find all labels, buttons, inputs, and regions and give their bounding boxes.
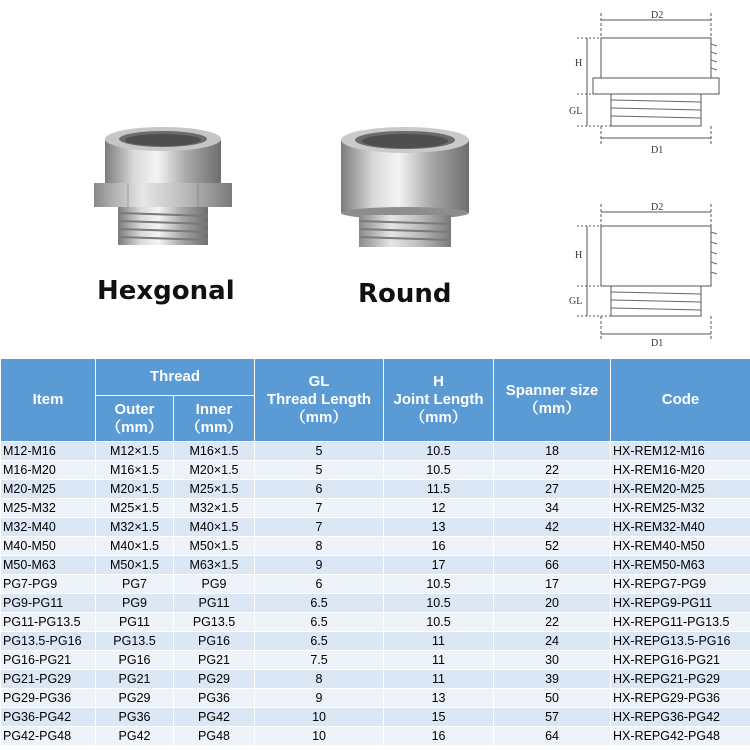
table-row bbox=[1, 594, 750, 613]
product-caption: Hexgonal bbox=[97, 276, 235, 306]
outer-thread-cell: M12×1.5 bbox=[96, 442, 174, 461]
item-cell: PG21-PG29 bbox=[1, 670, 96, 689]
spanner-size-cell: 39 bbox=[494, 670, 611, 689]
code-cell: HX-REM25-M32 bbox=[611, 499, 750, 518]
table-row bbox=[1, 575, 750, 594]
table-row bbox=[1, 632, 750, 651]
spanner-size-cell: 18 bbox=[494, 442, 611, 461]
code-cell: HX-REPG11-PG13.5 bbox=[611, 613, 750, 632]
header-outer-unit: （mm） bbox=[106, 418, 163, 436]
table-row bbox=[1, 689, 750, 708]
item-cell: M16-M20 bbox=[1, 461, 96, 480]
thread-length-cell: 8 bbox=[255, 670, 384, 689]
header-gl-line2: Thread Length bbox=[266, 391, 372, 408]
code-cell: HX-REPG9-PG11 bbox=[611, 594, 750, 613]
spanner-size-cell: 66 bbox=[494, 556, 611, 575]
spanner-size-cell: 22 bbox=[494, 613, 611, 632]
header-h-unit: （mm） bbox=[410, 409, 467, 426]
joint-length-cell: 10.5 bbox=[384, 613, 494, 632]
header-h bbox=[384, 359, 494, 442]
outer-thread-cell: PG16 bbox=[96, 651, 174, 670]
joint-length-cell: 11.5 bbox=[384, 480, 494, 499]
spanner-size-cell: 64 bbox=[494, 727, 611, 746]
spanner-size-cell: 57 bbox=[494, 708, 611, 727]
h-label: H bbox=[575, 58, 583, 69]
outer-thread-cell: PG42 bbox=[96, 727, 174, 746]
header-inner-line1: Inner bbox=[195, 400, 233, 418]
inner-thread-cell: PG48 bbox=[174, 727, 255, 746]
spanner-size-cell: 34 bbox=[494, 499, 611, 518]
hexagonal-reducer-photo bbox=[88, 125, 238, 250]
item-cell: PG36-PG42 bbox=[1, 708, 96, 727]
joint-length-cell: 13 bbox=[384, 518, 494, 537]
item-cell: M12-M16 bbox=[1, 442, 96, 461]
thread-length-cell: 7 bbox=[255, 518, 384, 537]
code-cell: HX-REPG42-PG48 bbox=[611, 727, 750, 746]
joint-length-cell: 16 bbox=[384, 727, 494, 746]
code-cell: HX-REM32-M40 bbox=[611, 518, 750, 537]
header-inner bbox=[174, 396, 255, 442]
inner-thread-cell: PG29 bbox=[174, 670, 255, 689]
spec-table-body bbox=[1, 442, 750, 746]
item-cell: PG16-PG21 bbox=[1, 651, 96, 670]
thread-length-cell: 6.5 bbox=[255, 613, 384, 632]
hexagonal-dimension-drawing bbox=[565, 8, 735, 163]
item-cell: M40-M50 bbox=[1, 537, 96, 556]
table-row bbox=[1, 651, 750, 670]
thread-length-cell: 7.5 bbox=[255, 651, 384, 670]
inner-thread-cell: M32×1.5 bbox=[174, 499, 255, 518]
table-row bbox=[1, 537, 750, 556]
table-row bbox=[1, 461, 750, 480]
table-row bbox=[1, 499, 750, 518]
spanner-size-cell: 30 bbox=[494, 651, 611, 670]
table-row bbox=[1, 556, 750, 575]
thread-length-cell: 10 bbox=[255, 727, 384, 746]
code-cell: HX-REPG13.5-PG16 bbox=[611, 632, 750, 651]
code-cell: HX-REM40-M50 bbox=[611, 537, 750, 556]
code-cell: HX-REPG7-PG9 bbox=[611, 575, 750, 594]
product-caption: Round bbox=[358, 279, 452, 309]
thread-length-cell: 7 bbox=[255, 499, 384, 518]
spanner-size-cell: 50 bbox=[494, 689, 611, 708]
joint-length-cell: 10.5 bbox=[384, 575, 494, 594]
header-spanner bbox=[494, 359, 611, 442]
code-cell: HX-REPG16-PG21 bbox=[611, 651, 750, 670]
header-gl-line1: GL bbox=[308, 373, 330, 390]
thread-length-cell: 10 bbox=[255, 708, 384, 727]
header-item: Item bbox=[1, 359, 96, 442]
header-thread: Thread bbox=[96, 359, 255, 396]
code-cell: HX-REM16-M20 bbox=[611, 461, 750, 480]
item-cell: M20-M25 bbox=[1, 480, 96, 499]
joint-length-cell: 11 bbox=[384, 670, 494, 689]
outer-thread-cell: M40×1.5 bbox=[96, 537, 174, 556]
item-cell: PG9-PG11 bbox=[1, 594, 96, 613]
h-label: H bbox=[575, 250, 583, 261]
table-row bbox=[1, 613, 750, 632]
header-code: Code bbox=[611, 359, 750, 442]
outer-thread-cell: PG21 bbox=[96, 670, 174, 689]
thread-length-cell: 9 bbox=[255, 689, 384, 708]
outer-thread-cell: M16×1.5 bbox=[96, 461, 174, 480]
table-row bbox=[1, 670, 750, 689]
round-reducer-photo bbox=[335, 125, 475, 250]
item-cell: PG29-PG36 bbox=[1, 689, 96, 708]
inner-thread-cell: PG11 bbox=[174, 594, 255, 613]
outer-thread-cell: M25×1.5 bbox=[96, 499, 174, 518]
table-row bbox=[1, 480, 750, 499]
code-cell: HX-REPG21-PG29 bbox=[611, 670, 750, 689]
item-cell: M25-M32 bbox=[1, 499, 96, 518]
code-cell: HX-REPG36-PG42 bbox=[611, 708, 750, 727]
header-spanner-unit: （mm） bbox=[523, 400, 581, 417]
joint-length-cell: 13 bbox=[384, 689, 494, 708]
joint-length-cell: 10.5 bbox=[384, 442, 494, 461]
code-cell: HX-REM20-M25 bbox=[611, 480, 750, 499]
table-row bbox=[1, 442, 750, 461]
outer-thread-cell: M20×1.5 bbox=[96, 480, 174, 499]
inner-thread-cell: M63×1.5 bbox=[174, 556, 255, 575]
inner-thread-cell: PG9 bbox=[174, 575, 255, 594]
joint-length-cell: 10.5 bbox=[384, 594, 494, 613]
inner-thread-cell: PG13.5 bbox=[174, 613, 255, 632]
spanner-size-cell: 24 bbox=[494, 632, 611, 651]
gl-label: GL bbox=[569, 296, 583, 307]
header-outer bbox=[96, 396, 174, 442]
header-inner-unit: （mm） bbox=[185, 418, 243, 436]
d1-label: D1 bbox=[651, 338, 664, 348]
d1-label: D1 bbox=[651, 145, 664, 156]
joint-length-cell: 12 bbox=[384, 499, 494, 518]
outer-thread-cell: PG36 bbox=[96, 708, 174, 727]
item-cell: M32-M40 bbox=[1, 518, 96, 537]
joint-length-cell: 16 bbox=[384, 537, 494, 556]
inner-thread-cell: M25×1.5 bbox=[174, 480, 255, 499]
code-cell: HX-REPG29-PG36 bbox=[611, 689, 750, 708]
item-cell: PG13.5-PG16 bbox=[1, 632, 96, 651]
header-h-line2: Joint Length bbox=[393, 391, 484, 408]
spanner-size-cell: 20 bbox=[494, 594, 611, 613]
product-illustration-area bbox=[0, 0, 750, 358]
header-h-line1: H bbox=[433, 373, 444, 390]
thread-length-cell: 9 bbox=[255, 556, 384, 575]
item-cell: PG7-PG9 bbox=[1, 575, 96, 594]
joint-length-cell: 11 bbox=[384, 632, 494, 651]
spanner-size-cell: 17 bbox=[494, 575, 611, 594]
spec-table-header bbox=[1, 359, 750, 442]
gl-label: GL bbox=[569, 106, 583, 117]
thread-length-cell: 6.5 bbox=[255, 594, 384, 613]
joint-length-cell: 17 bbox=[384, 556, 494, 575]
inner-thread-cell: M20×1.5 bbox=[174, 461, 255, 480]
spec-table bbox=[0, 358, 750, 746]
header-spanner-line1: Spanner size bbox=[505, 382, 599, 399]
outer-thread-cell: PG7 bbox=[96, 575, 174, 594]
thread-length-cell: 6 bbox=[255, 575, 384, 594]
thread-length-cell: 5 bbox=[255, 461, 384, 480]
table-row bbox=[1, 708, 750, 727]
spanner-size-cell: 52 bbox=[494, 537, 611, 556]
d2-label: D2 bbox=[651, 10, 664, 21]
item-cell: PG11-PG13.5 bbox=[1, 613, 96, 632]
thread-length-cell: 6.5 bbox=[255, 632, 384, 651]
item-cell: PG42-PG48 bbox=[1, 727, 96, 746]
header-outer-line1: Outer bbox=[114, 400, 155, 418]
spanner-size-cell: 22 bbox=[494, 461, 611, 480]
joint-length-cell: 10.5 bbox=[384, 461, 494, 480]
header-gl-unit: （mm） bbox=[290, 409, 348, 426]
inner-thread-cell: M50×1.5 bbox=[174, 537, 255, 556]
d2-label: D2 bbox=[651, 202, 664, 213]
spanner-size-cell: 42 bbox=[494, 518, 611, 537]
table-row bbox=[1, 518, 750, 537]
outer-thread-cell: M32×1.5 bbox=[96, 518, 174, 537]
outer-thread-cell: PG13.5 bbox=[96, 632, 174, 651]
inner-thread-cell: M40×1.5 bbox=[174, 518, 255, 537]
outer-thread-cell: PG29 bbox=[96, 689, 174, 708]
round-dimension-drawing bbox=[565, 198, 735, 348]
thread-length-cell: 8 bbox=[255, 537, 384, 556]
header-gl bbox=[255, 359, 384, 442]
spanner-size-cell: 27 bbox=[494, 480, 611, 499]
inner-thread-cell: PG21 bbox=[174, 651, 255, 670]
code-cell: HX-REM12-M16 bbox=[611, 442, 750, 461]
table-row bbox=[1, 727, 750, 746]
joint-length-cell: 15 bbox=[384, 708, 494, 727]
inner-thread-cell: PG16 bbox=[174, 632, 255, 651]
inner-thread-cell: M16×1.5 bbox=[174, 442, 255, 461]
joint-length-cell: 11 bbox=[384, 651, 494, 670]
outer-thread-cell: PG9 bbox=[96, 594, 174, 613]
outer-thread-cell: PG11 bbox=[96, 613, 174, 632]
inner-thread-cell: PG36 bbox=[174, 689, 255, 708]
code-cell: HX-REM50-M63 bbox=[611, 556, 750, 575]
thread-length-cell: 5 bbox=[255, 442, 384, 461]
item-cell: M50-M63 bbox=[1, 556, 96, 575]
inner-thread-cell: PG42 bbox=[174, 708, 255, 727]
thread-length-cell: 6 bbox=[255, 480, 384, 499]
outer-thread-cell: M50×1.5 bbox=[96, 556, 174, 575]
